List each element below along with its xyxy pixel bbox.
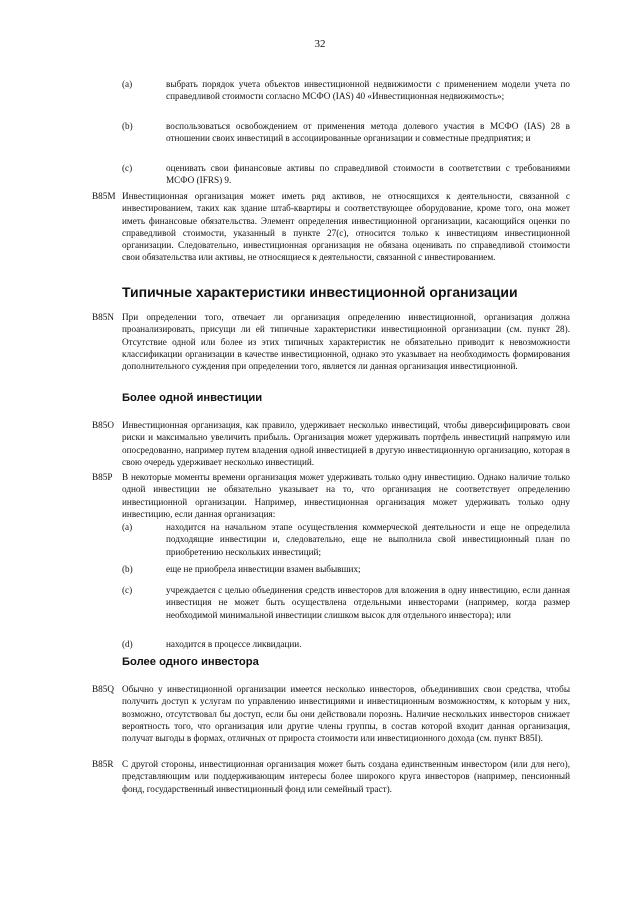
list-item-text: учреждается с целью объединения средств инвесторов для вложения в одну инвестицию, если данная инвестиция не может быть осуществлена отдельными инвесторами (например, когда размер необходимой минимальной инвестиции слишком высок для отдельного инвестора); или	[166, 585, 570, 620]
section-heading: Типичные характеристики инвестиционной организации	[122, 284, 518, 300]
subsection-heading: Более одного инвестора	[122, 656, 259, 668]
page-number: 32	[314, 38, 326, 50]
paragraph-text: Инвестиционная организация может иметь ряд активов, не относящихся к деятельности, связанной с инвестированием, таких как здание штаб-квартиры и соответствующее оборудование, кроме того, она может иметь финансовые обязательства. Элемент определения инвестиционной организации, касающийся оценки по справедливой стоимости, указанный в пункте 27(c), относится только к инвестициям инвестиционной организации. Следовательно, инвестиционная организация не обязана оценивать по справедливой стоимости свои обязательства или активы, не относящиеся к деятельности, связанной с инвестированием.	[122, 191, 570, 263]
paragraph-code: B85Q	[92, 684, 114, 694]
list-item-label: (d)	[122, 639, 133, 649]
list-item-text: находится в процессе ликвидации.	[166, 639, 302, 649]
list-item-label: (a)	[122, 522, 133, 532]
list-item-label: (a)	[122, 79, 133, 89]
list-item-label: (c)	[122, 163, 133, 173]
paragraph-code: B85O	[92, 420, 114, 430]
list-item-label: (b)	[122, 121, 133, 131]
paragraph-text: С другой стороны, инвестиционная организация может быть создана единственным инвестором (или для него), представляющим или поддерживающим интересы более широкого круга инвесторов (например, пенсионный фонд, государственный инвестиционный фонд или семейный траст).	[122, 759, 570, 794]
paragraph-text: В некоторые моменты времени организация может удерживать только одну инвестицию. Однако наличие только одной инвестиции не обязательно указывает на то, что организация не соответствует определению инвестиционной организации. Например, инвестиционная организация может удерживать только одну инвестицию, если данная организация:	[122, 472, 570, 519]
list-item-text: выбрать порядок учета объектов инвестиционной недвижимости с применением модели учета по справедливой стоимости согласно МСФО (IAS) 40 «Инвестиционная недвижимость»;	[166, 79, 570, 102]
paragraph-code: B85N	[92, 312, 114, 322]
paragraph-code: B85M	[92, 191, 116, 201]
list-item-text: находится на начальном этапе осуществления коммерческой деятельности и еще не определила подходящие инвестиции и, следовательно, еще не выполнила свой инвестиционный план по приобретению нескольких инвестиций;	[166, 522, 570, 557]
paragraph-text: При определении того, отвечает ли организация определению инвестиционной, организация должна проанализировать, присущи ли ей типичные характеристики инвестиционной организации (см. пункт 28). Отсутствие одной или более из этих типичных характеристик не обязательно приводит к невозможности классификации организации в качестве инвестиционной, однако это указывает на необходимость формирования дополнительного суждения при определении того, является ли данная организация инвестиционной.	[122, 312, 570, 372]
list-item-text: еще не приобрела инвестиции взамен выбывших;	[166, 564, 361, 574]
paragraph-code: B85P	[92, 472, 113, 482]
paragraph-text: Инвестиционная организация, как правило, удерживает несколько инвестиций, чтобы диверсифицировать свои риски и максимально увеличить прибыль. Организация может удерживать портфель инвестиций напрямую или опосредованно, например путем владения одной инвестицией в другую инвестиционную организацию, которая в свою очередь удерживает несколько инвестиций.	[122, 420, 570, 467]
paragraph-code: B85R	[92, 759, 114, 769]
list-top	[92, 78, 570, 198]
list-item-text: воспользоваться освобождением от применения метода долевого участия в МСФО (IAS) 28 в отношении своих инвестиций в ассоциированные организации и совместные предприятия; и	[166, 121, 570, 144]
list-item-text: оценивать свои финансовые активы по справедливой стоимости в соответствии с требованиями МСФО (IFRS) 9.	[166, 163, 570, 186]
subsection-heading: Более одной инвестиции	[122, 392, 263, 404]
list-b85p	[92, 521, 570, 651]
list-item-label: (b)	[122, 564, 133, 574]
list-item-label: (c)	[122, 585, 133, 595]
paragraph-text: Обычно у инвестиционной организации имеется несколько инвесторов, объединивших свои средства, чтобы получить доступ к услугам по управлению инвестициями и инвестиционным возможностям, к которым у них, возможно, отсутствовал бы доступ, если бы они действовали порознь. Наличие нескольких инвесторов снижает вероятность того, что организация или другие члены группы, в состав которой входит данная организация, получат выгоды в формах, отличных от прироста стоимости или инвестиционного дохода (см. пункт B85I).	[122, 684, 570, 744]
